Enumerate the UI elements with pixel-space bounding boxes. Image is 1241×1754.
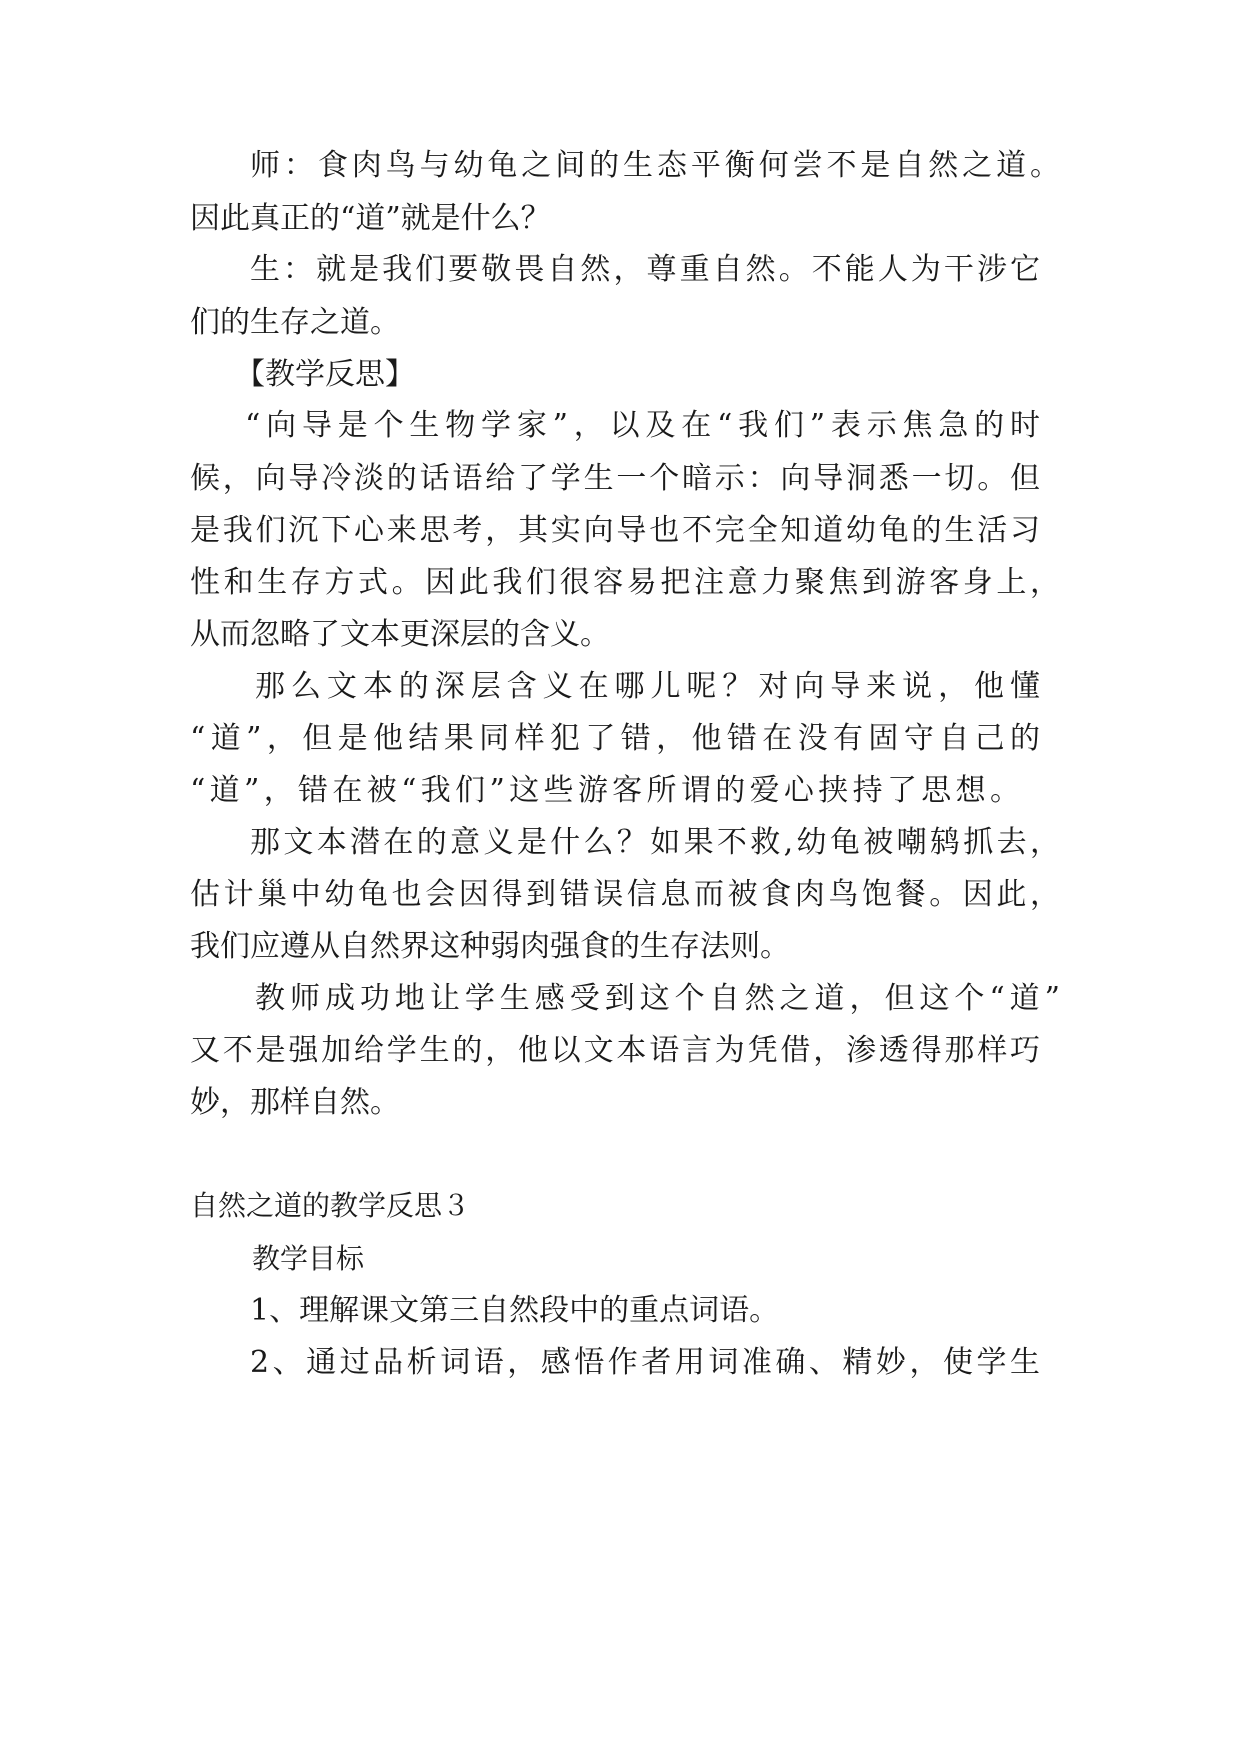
paragraph-line: 候，向导冷淡的话语给了学生一个暗示：向导洞悉一切。但 xyxy=(190,461,1040,496)
paragraph-line: 性和生存方式。因此我们很容易把注意力聚焦到游客身上， xyxy=(190,565,1060,600)
paragraph-line: 从而忽略了文本更深层的含义。 xyxy=(190,617,610,652)
section-heading: 【教学反思】 xyxy=(235,357,415,392)
paragraph-line: “道”，错在被“我们”这些游客所谓的爱心挟持了思想。 xyxy=(190,773,1020,808)
paragraph-line: 那文本潜在的意义是什么？如果不救,幼龟被嘲鸫抓去， xyxy=(250,825,1060,860)
list-item: 2、通过品析词语，感悟作者用词准确、精妙，使学生 xyxy=(250,1345,1040,1380)
list-item: 1、理解课文第三自然段中的重点词语。 xyxy=(250,1293,780,1328)
section-title: 自然之道的教学反思３ xyxy=(190,1189,471,1222)
paragraph-line: 因此真正的“道”就是什么？ xyxy=(190,201,551,236)
paragraph-line: 生：就是我们要敬畏自然，尊重自然。不能人为干涉它 xyxy=(250,252,1040,287)
paragraph-line: 师：食肉鸟与幼龟之间的生态平衡何尝不是自然之道。 xyxy=(250,148,1060,183)
paragraph-line: 又不是强加给学生的，他以文本语言为凭借，渗透得那样巧 xyxy=(190,1033,1040,1068)
paragraph-line: 估计巢中幼龟也会因得到错误信息而被食肉鸟饱餐。因此， xyxy=(190,877,1060,912)
paragraph-line: 们的生存之道。 xyxy=(190,305,400,340)
paragraph-line: 我们应遵从自然界这种弱肉强食的生存法则。 xyxy=(190,929,790,964)
subsection-title: 教学目标 xyxy=(252,1242,365,1275)
paragraph-line: 教师成功地让学生感受到这个自然之道，但这个“道” xyxy=(255,981,1060,1016)
paragraph-line: “道”，但是他结果同样犯了错，他错在没有固守自己的 xyxy=(190,721,1040,756)
paragraph-line: 那么文本的深层含义在哪儿呢？对向导来说，他懂 xyxy=(255,669,1040,704)
paragraph-line: 是我们沉下心来思考，其实向导也不完全知道幼龟的生活习 xyxy=(190,513,1040,548)
paragraph-line: 妙，那样自然。 xyxy=(190,1085,400,1120)
paragraph-line: “向导是个生物学家”，以及在“我们”表示焦急的时 xyxy=(245,408,1040,443)
